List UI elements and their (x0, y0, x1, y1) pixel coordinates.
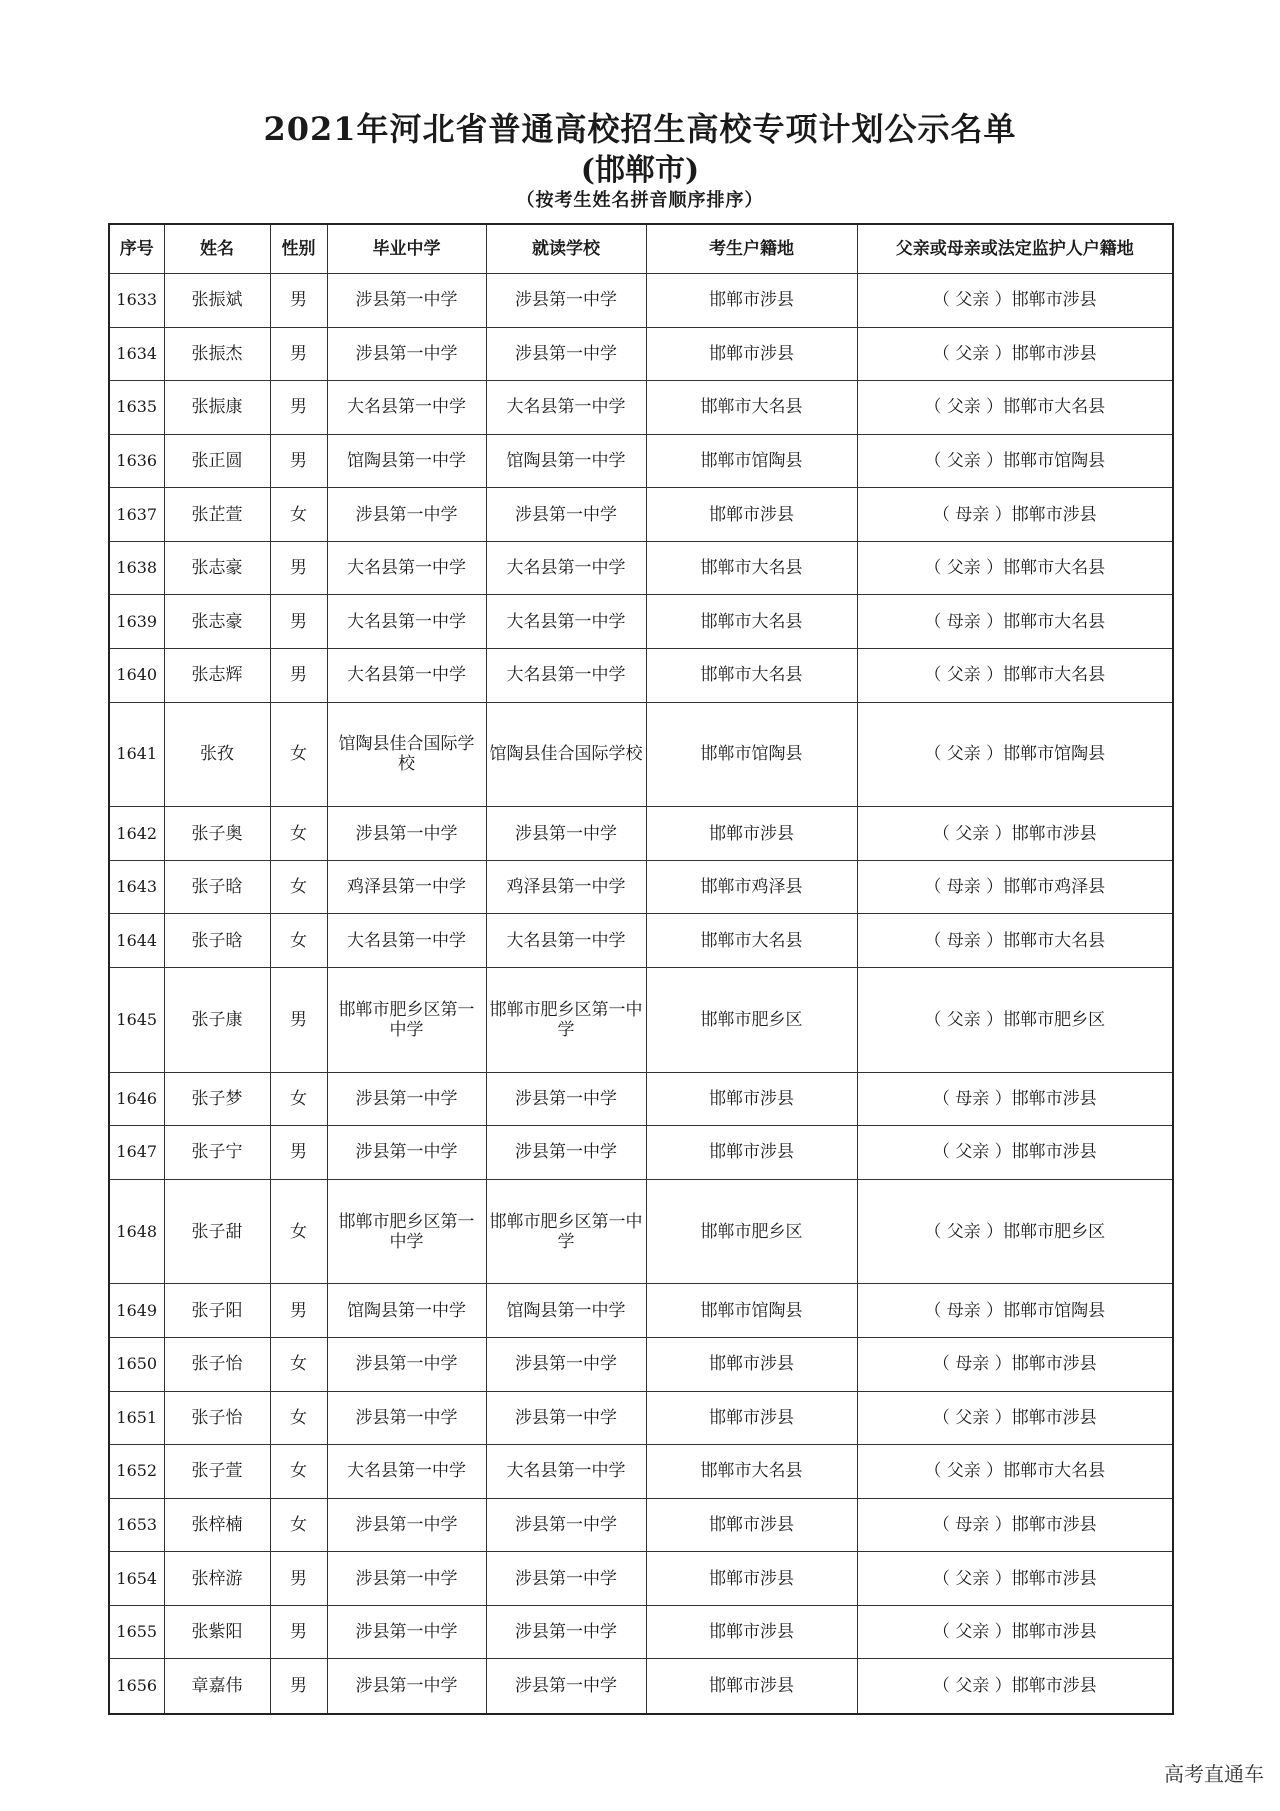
roster-table (108, 223, 1174, 1715)
cell-seq: 1652 (109, 1445, 164, 1499)
cell-name: 张孜 (164, 702, 270, 807)
cell-hukou: 邯郸市馆陶县 (646, 434, 857, 488)
cell-name: 张子怡 (164, 1391, 270, 1445)
cell-graduated-school: 涉县第一中学 (327, 1552, 486, 1606)
cell-seq: 1651 (109, 1391, 164, 1445)
table-row (109, 914, 1173, 968)
cell-seq: 1639 (109, 595, 164, 649)
cell-hukou: 邯郸市大名县 (646, 541, 857, 595)
cell-current-school: 大名县第一中学 (486, 595, 646, 649)
cell-hukou: 邯郸市涉县 (646, 1605, 857, 1659)
cell-hukou: 邯郸市涉县 (646, 807, 857, 861)
table-row (109, 1072, 1173, 1126)
cell-current-school: 大名县第一中学 (486, 914, 646, 968)
cell-hukou: 邯郸市涉县 (646, 1659, 857, 1714)
cell-gender: 女 (270, 1445, 327, 1499)
cell-seq: 1649 (109, 1284, 164, 1338)
col-header-current-school: 就读学校 (486, 224, 646, 274)
sort-note: （按考生姓名拼音顺序排序） (516, 190, 764, 211)
cell-gender: 女 (270, 1391, 327, 1445)
cell-guardian-hukou: （ 母亲 ）邯郸市大名县 (857, 914, 1173, 968)
cell-guardian-hukou: （ 父亲 ）邯郸市涉县 (857, 274, 1173, 328)
cell-gender: 男 (270, 434, 327, 488)
cell-hukou: 邯郸市涉县 (646, 327, 857, 381)
cell-guardian-hukou: （ 母亲 ）邯郸市大名县 (857, 595, 1173, 649)
cell-current-school: 涉县第一中学 (486, 327, 646, 381)
table-row (109, 967, 1173, 1072)
cell-name: 张子奥 (164, 807, 270, 861)
table-row (109, 860, 1173, 914)
cell-graduated-school: 涉县第一中学 (327, 807, 486, 861)
cell-guardian-hukou: （ 父亲 ）邯郸市涉县 (857, 1126, 1173, 1180)
cell-seq: 1635 (109, 381, 164, 435)
cell-hukou: 邯郸市涉县 (646, 1552, 857, 1606)
table-row (109, 541, 1173, 595)
cell-graduated-school: 涉县第一中学 (327, 1659, 486, 1714)
cell-guardian-hukou: （ 父亲 ）邯郸市涉县 (857, 1605, 1173, 1659)
cell-hukou: 邯郸市馆陶县 (646, 702, 857, 807)
cell-graduated-school: 大名县第一中学 (327, 541, 486, 595)
cell-current-school: 大名县第一中学 (486, 381, 646, 435)
table-row (109, 1552, 1173, 1606)
cell-hukou: 邯郸市大名县 (646, 649, 857, 703)
cell-hukou: 邯郸市馆陶县 (646, 1284, 857, 1338)
cell-hukou: 邯郸市涉县 (646, 1498, 857, 1552)
cell-gender: 男 (270, 541, 327, 595)
cell-name: 张子晗 (164, 914, 270, 968)
cell-hukou: 邯郸市肥乡区 (646, 1179, 857, 1284)
cell-guardian-hukou: （ 父亲 ）邯郸市涉县 (857, 807, 1173, 861)
cell-gender: 男 (270, 595, 327, 649)
cell-guardian-hukou: （ 父亲 ）邯郸市涉县 (857, 1391, 1173, 1445)
cell-seq: 1654 (109, 1552, 164, 1606)
col-header-guardian-hukou: 父亲或母亲或法定监护人户籍地 (857, 224, 1173, 274)
cell-name: 张子甜 (164, 1179, 270, 1284)
col-header-name: 姓名 (164, 224, 270, 274)
cell-gender: 女 (270, 1337, 327, 1391)
cell-current-school: 馆陶县佳合国际学校 (486, 702, 646, 807)
cell-name: 张振康 (164, 381, 270, 435)
table-row (109, 807, 1173, 861)
page-title: 2021年河北省普通高校招生高校专项计划公示名单 (263, 110, 1017, 148)
cell-guardian-hukou: （ 父亲 ）邯郸市大名县 (857, 541, 1173, 595)
watermark: 高考直通车 (1164, 1762, 1264, 1786)
cell-graduated-school: 邯郸市肥乡区第一中学 (327, 967, 486, 1072)
table-row (109, 327, 1173, 381)
cell-hukou: 邯郸市涉县 (646, 1126, 857, 1180)
cell-seq: 1638 (109, 541, 164, 595)
cell-seq: 1636 (109, 434, 164, 488)
cell-graduated-school: 涉县第一中学 (327, 274, 486, 328)
cell-guardian-hukou: （ 父亲 ）邯郸市大名县 (857, 381, 1173, 435)
cell-graduated-school: 涉县第一中学 (327, 1126, 486, 1180)
cell-hukou: 邯郸市大名县 (646, 1445, 857, 1499)
cell-hukou: 邯郸市鸡泽县 (646, 860, 857, 914)
table-row (109, 1605, 1173, 1659)
cell-gender: 男 (270, 1552, 327, 1606)
cell-current-school: 大名县第一中学 (486, 541, 646, 595)
table-row (109, 1498, 1173, 1552)
cell-hukou: 邯郸市涉县 (646, 274, 857, 328)
cell-hukou: 邯郸市涉县 (646, 1391, 857, 1445)
table-row (109, 1337, 1173, 1391)
cell-name: 张正圆 (164, 434, 270, 488)
cell-gender: 男 (270, 1605, 327, 1659)
cell-gender: 男 (270, 1659, 327, 1714)
cell-current-school: 涉县第一中学 (486, 1498, 646, 1552)
table-row (109, 649, 1173, 703)
cell-graduated-school: 馆陶县佳合国际学校 (327, 702, 486, 807)
cell-current-school: 大名县第一中学 (486, 649, 646, 703)
cell-graduated-school: 大名县第一中学 (327, 914, 486, 968)
cell-name: 张振杰 (164, 327, 270, 381)
cell-seq: 1650 (109, 1337, 164, 1391)
cell-gender: 男 (270, 327, 327, 381)
cell-name: 张子怡 (164, 1337, 270, 1391)
cell-hukou: 邯郸市涉县 (646, 1072, 857, 1126)
cell-graduated-school: 大名县第一中学 (327, 1445, 486, 1499)
cell-gender: 女 (270, 914, 327, 968)
table-header-row (109, 224, 1173, 274)
cell-seq: 1646 (109, 1072, 164, 1126)
cell-name: 张紫阳 (164, 1605, 270, 1659)
cell-seq: 1656 (109, 1659, 164, 1714)
cell-name: 张子阳 (164, 1284, 270, 1338)
cell-graduated-school: 涉县第一中学 (327, 1072, 486, 1126)
cell-guardian-hukou: （ 父亲 ）邯郸市肥乡区 (857, 967, 1173, 1072)
cell-gender: 男 (270, 1126, 327, 1180)
cell-current-school: 涉县第一中学 (486, 1072, 646, 1126)
cell-graduated-school: 涉县第一中学 (327, 1337, 486, 1391)
cell-gender: 女 (270, 1072, 327, 1126)
cell-guardian-hukou: （ 母亲 ）邯郸市涉县 (857, 1498, 1173, 1552)
cell-graduated-school: 大名县第一中学 (327, 649, 486, 703)
cell-seq: 1644 (109, 914, 164, 968)
col-header-seq: 序号 (109, 224, 164, 274)
cell-seq: 1648 (109, 1179, 164, 1284)
cell-graduated-school: 大名县第一中学 (327, 595, 486, 649)
cell-guardian-hukou: （ 母亲 ）邯郸市涉县 (857, 1337, 1173, 1391)
cell-guardian-hukou: （ 父亲 ）邯郸市馆陶县 (857, 702, 1173, 807)
cell-graduated-school: 鸡泽县第一中学 (327, 860, 486, 914)
cell-gender: 女 (270, 860, 327, 914)
cell-seq: 1645 (109, 967, 164, 1072)
cell-name: 张子梦 (164, 1072, 270, 1126)
cell-gender: 男 (270, 967, 327, 1072)
cell-guardian-hukou: （ 父亲 ）邯郸市肥乡区 (857, 1179, 1173, 1284)
cell-seq: 1640 (109, 649, 164, 703)
cell-name: 张振斌 (164, 274, 270, 328)
cell-current-school: 馆陶县第一中学 (486, 1284, 646, 1338)
cell-graduated-school: 馆陶县第一中学 (327, 1284, 486, 1338)
cell-name: 张子康 (164, 967, 270, 1072)
cell-name: 张志辉 (164, 649, 270, 703)
cell-seq: 1641 (109, 702, 164, 807)
cell-seq: 1647 (109, 1126, 164, 1180)
cell-graduated-school: 涉县第一中学 (327, 488, 486, 542)
cell-graduated-school: 涉县第一中学 (327, 1605, 486, 1659)
table-row (109, 274, 1173, 328)
cell-current-school: 涉县第一中学 (486, 1126, 646, 1180)
col-header-graduated-school: 毕业中学 (327, 224, 486, 274)
cell-current-school: 涉县第一中学 (486, 488, 646, 542)
cell-hukou: 邯郸市涉县 (646, 1337, 857, 1391)
cell-current-school: 涉县第一中学 (486, 807, 646, 861)
cell-current-school: 邯郸市肥乡区第一中学 (486, 967, 646, 1072)
cell-current-school: 涉县第一中学 (486, 1391, 646, 1445)
table-body (109, 274, 1173, 1715)
table-row (109, 488, 1173, 542)
cell-name: 张志豪 (164, 541, 270, 595)
cell-name: 张芷萱 (164, 488, 270, 542)
cell-hukou: 邯郸市涉县 (646, 488, 857, 542)
cell-guardian-hukou: （ 父亲 ）邯郸市大名县 (857, 1445, 1173, 1499)
table-row (109, 1126, 1173, 1180)
cell-seq: 1637 (109, 488, 164, 542)
cell-graduated-school: 涉县第一中学 (327, 327, 486, 381)
cell-guardian-hukou: （ 母亲 ）邯郸市涉县 (857, 1072, 1173, 1126)
cell-name: 张子宁 (164, 1126, 270, 1180)
cell-seq: 1642 (109, 807, 164, 861)
cell-guardian-hukou: （ 父亲 ）邯郸市涉县 (857, 1659, 1173, 1714)
cell-hukou: 邯郸市大名县 (646, 914, 857, 968)
cell-gender: 女 (270, 488, 327, 542)
cell-graduated-school: 邯郸市肥乡区第一中学 (327, 1179, 486, 1284)
table-row (109, 1445, 1173, 1499)
cell-current-school: 馆陶县第一中学 (486, 434, 646, 488)
cell-seq: 1634 (109, 327, 164, 381)
cell-current-school: 涉县第一中学 (486, 1605, 646, 1659)
table-row (109, 1659, 1173, 1714)
cell-guardian-hukou: （ 父亲 ）邯郸市涉县 (857, 327, 1173, 381)
cell-guardian-hukou: （ 父亲 ）邯郸市涉县 (857, 1552, 1173, 1606)
cell-guardian-hukou: （ 母亲 ）邯郸市馆陶县 (857, 1284, 1173, 1338)
cell-gender: 女 (270, 1498, 327, 1552)
table-row (109, 1179, 1173, 1284)
cell-gender: 男 (270, 649, 327, 703)
cell-seq: 1643 (109, 860, 164, 914)
cell-seq: 1655 (109, 1605, 164, 1659)
cell-graduated-school: 大名县第一中学 (327, 381, 486, 435)
table-row (109, 434, 1173, 488)
cell-current-school: 鸡泽县第一中学 (486, 860, 646, 914)
cell-seq: 1633 (109, 274, 164, 328)
cell-name: 张志豪 (164, 595, 270, 649)
cell-name: 张梓楠 (164, 1498, 270, 1552)
cell-gender: 女 (270, 807, 327, 861)
col-header-hukou: 考生户籍地 (646, 224, 857, 274)
cell-graduated-school: 涉县第一中学 (327, 1498, 486, 1552)
table-row (109, 595, 1173, 649)
cell-current-school: 涉县第一中学 (486, 1552, 646, 1606)
cell-current-school: 大名县第一中学 (486, 1445, 646, 1499)
table-row (109, 702, 1173, 807)
cell-hukou: 邯郸市大名县 (646, 595, 857, 649)
table-row (109, 1391, 1173, 1445)
cell-hukou: 邯郸市肥乡区 (646, 967, 857, 1072)
cell-guardian-hukou: （ 父亲 ）邯郸市馆陶县 (857, 434, 1173, 488)
cell-seq: 1653 (109, 1498, 164, 1552)
table-row (109, 381, 1173, 435)
cell-guardian-hukou: （ 母亲 ）邯郸市鸡泽县 (857, 860, 1173, 914)
col-header-gender: 性别 (270, 224, 327, 274)
cell-gender: 女 (270, 702, 327, 807)
cell-current-school: 邯郸市肥乡区第一中学 (486, 1179, 646, 1284)
cell-gender: 女 (270, 1179, 327, 1284)
cell-gender: 男 (270, 274, 327, 328)
cell-gender: 男 (270, 1284, 327, 1338)
cell-guardian-hukou: （ 母亲 ）邯郸市涉县 (857, 488, 1173, 542)
table-row (109, 1284, 1173, 1338)
cell-gender: 男 (270, 381, 327, 435)
cell-graduated-school: 涉县第一中学 (327, 1391, 486, 1445)
cell-name: 张子晗 (164, 860, 270, 914)
cell-name: 章嘉伟 (164, 1659, 270, 1714)
cell-current-school: 涉县第一中学 (486, 1337, 646, 1391)
cell-graduated-school: 馆陶县第一中学 (327, 434, 486, 488)
cell-current-school: 涉县第一中学 (486, 274, 646, 328)
cell-guardian-hukou: （ 父亲 ）邯郸市大名县 (857, 649, 1173, 703)
cell-name: 张梓游 (164, 1552, 270, 1606)
page-subtitle: (邯郸市) (580, 153, 700, 188)
cell-hukou: 邯郸市大名县 (646, 381, 857, 435)
cell-current-school: 涉县第一中学 (486, 1659, 646, 1714)
cell-name: 张子萱 (164, 1445, 270, 1499)
